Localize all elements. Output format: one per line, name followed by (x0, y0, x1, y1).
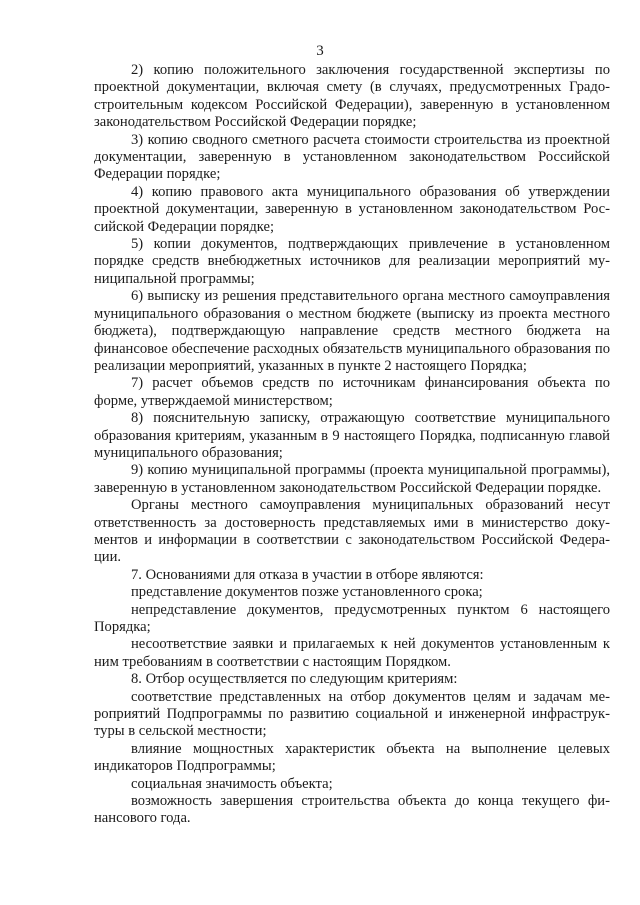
paragraph-item-4-legal-act: 4) копию правового акта муниципального образования об утверждении проектной документации, заверенную в установленном законодательством Российской Федерации порядке; (94, 183, 610, 235)
paragraph-item-6-budget-extract: 6) выписку из решения представительного органа местного самоуправления муниципального образования о местном бюджете (выписку из проекта местного бюджета), подтверждающую направление средств местного бюджета на финансовое обеспечение расходных обязательств муниципального образования по реализации мероприятий, указанных в пункте 2 настоящего Порядка; (94, 288, 610, 374)
paragraph-item-3-estimate: 3) копию сводного сметного расчета стоимости строительства из проектной документации, заверенную в установленном законодательством Российской Федерации порядке; (94, 131, 610, 183)
paragraph-item-7-funding-calc: 7) расчет объемов средств по источникам финансирования объекта по форме, утверждаемой министерством; (94, 375, 610, 409)
paragraph-criterion-completion: возможность завершения строительства объекта до конца текущего финансового года. (94, 793, 610, 827)
paragraph-criterion-capacity: влияние мощностных характеристик объекта на выполнение целевых индикаторов Подпрограммы; (94, 740, 610, 775)
paragraph-item-2-expertise: 2) копию положительного заключения государственной экспертизы по проектной документации, включая смету (в случаях, предусмотренных Градостроительным кодексом Российской Федерации), заверенную в установленном законодательством Российской Федерации порядке; (94, 62, 610, 131)
page-number: 3 (316, 43, 324, 59)
paragraph-section-8-heading: 8. Отбор осуществляется по следующим критериям: (131, 671, 458, 688)
paragraph-criterion-goals: соответствие представленных на отбор документов целям и задачам мероприятий Подпрограммы по развитию социальной и инженерной инфраструктуры в сельской местности; (94, 688, 610, 740)
document-body (94, 62, 610, 828)
paragraph-section-7-heading: 7. Основаниями для отказа в участии в отборе являются: (131, 566, 484, 583)
paragraph-criterion-social: социальная значимость объекта; (131, 775, 333, 792)
paragraph-item-8-explanatory-note: 8) пояснительную записку, отражающую соответствие муниципального образования критериям, указанным в 9 настоящего Порядка, подписанную главой муниципального образования; (94, 410, 610, 461)
paragraph-refusal-mismatch: несоответствие заявки и прилагаемых к ней документов установленным к ним требованиям в соответствии с настоящим Порядком. (94, 636, 610, 670)
paragraph-responsibility: Органы местного самоуправления муниципальных образований несут ответственность за достоверность представляемых ими в министерство документов и информации в соответствии с законодательством Российской Федерации. (94, 497, 610, 566)
paragraph-item-9-municipal-program: 9) копию муниципальной программы (проекта муниципальной программы), заверенную в установленном законодательством Российской Федерации порядке. (94, 462, 610, 496)
paragraph-refusal-late: представление документов позже установленного срока; (131, 584, 483, 601)
paragraph-item-5-extrabudgetary: 5) копии документов, подтверждающих привлечение в установленном порядке средств внебюджетных источников для реализации мероприятий муниципальной программы; (94, 236, 610, 287)
paragraph-refusal-missing: непредставление документов, предусмотренных пунктом 6 настоящего Порядка; (94, 601, 610, 635)
